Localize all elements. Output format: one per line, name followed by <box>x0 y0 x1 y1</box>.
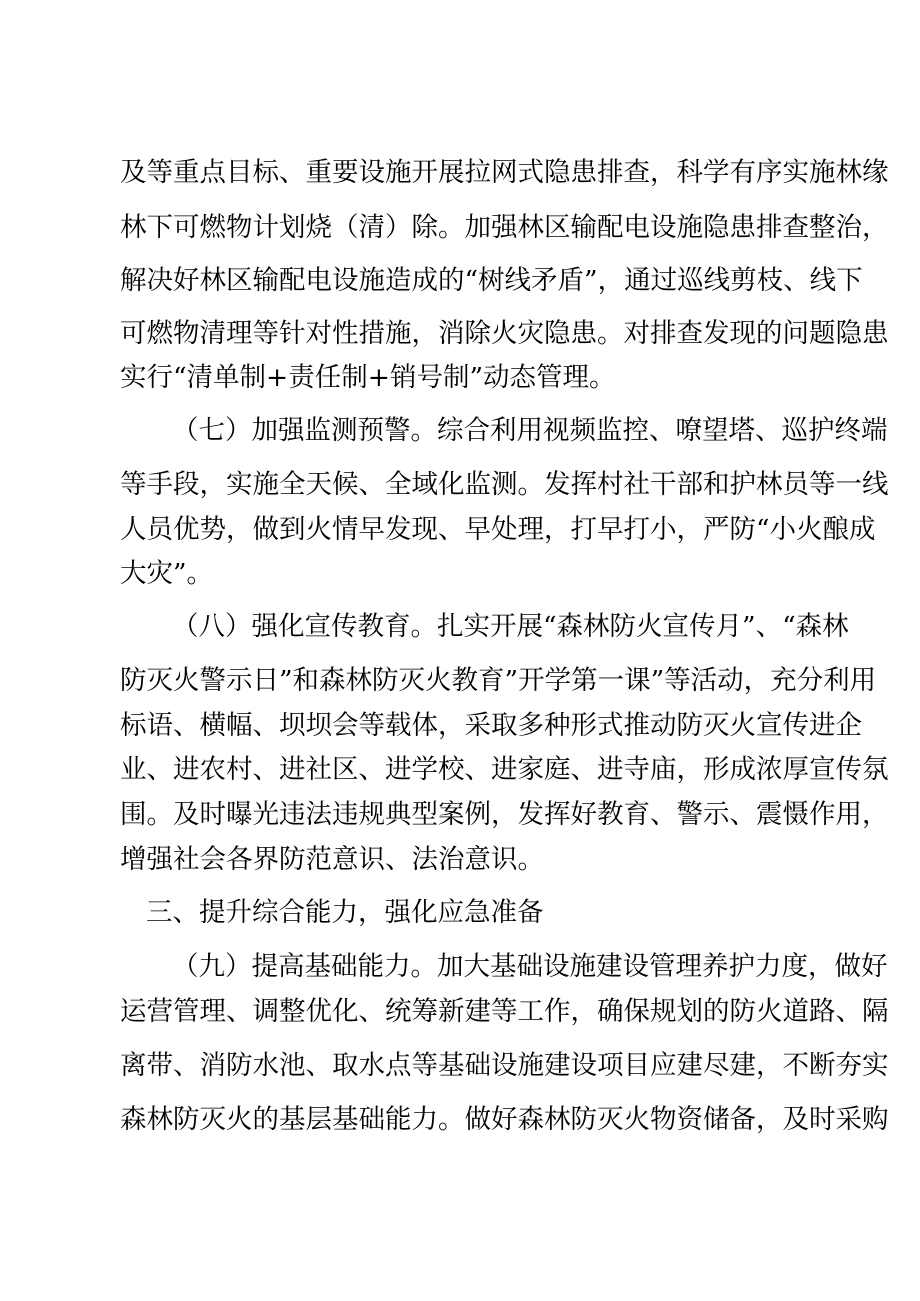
section-heading: 三、提升综合能力，强化应急准备 <box>146 897 544 928</box>
text-line: 围。及时曝光违法违规典型案例，发挥好教育、警示、震慑作用， <box>120 799 889 830</box>
paragraph-8-start: （八）强化宣传教育。扎实开展“森林防火宣传月”、“森林 <box>172 611 849 642</box>
text-line: 离带、消防水池、取水点等基础设施建设项目应建尽建，不断夯实 <box>120 1050 889 1081</box>
text-line: 林下可燃物计划烧（清）除。加强林区输配电设施隐患排查整治， <box>120 212 889 243</box>
text-line: 人员优势，做到火情早发现、早处理，打早打小，严防“小火酿成 <box>120 514 876 545</box>
text-line: 增强社会各界防范意识、法治意识。 <box>120 844 544 875</box>
text-line: 运营管理、调整优化、统筹新建等工作，确保规划的防火道路、隔 <box>120 996 889 1027</box>
text-line: 标语、横幅、坝坝会等载体，采取多种形式推动防灭火宣传进企 <box>120 710 862 741</box>
text-line: 大灾”。 <box>120 558 214 589</box>
paragraph-9-start: （九）提高基础能力。加大基础设施建设管理养护力度，做好 <box>172 951 888 982</box>
text-line: 业、进农村、进社区、进学校、进家庭、进寺庙，形成浓厚宣传氛 <box>120 754 889 785</box>
paragraph-7-start: （七）加强监测预警。综合利用视频监控、嘹望塔、巡护终端 <box>172 415 888 446</box>
text-line: 防灭火警示日”和森林防灭火教育”开学第一课”等活动，充分利用 <box>120 665 877 696</box>
text-line: 及等重点目标、重要设施开展拉网式隐患排查，科学有序实施林缘 <box>120 157 889 188</box>
text-line: 解决好林区输配电设施造成的“树线矛盾”，通过巡线剪枝、线下 <box>120 265 863 296</box>
text-line: 等手段，实施全天候、全域化监测。发挥村社干部和护林员等一线 <box>120 469 889 500</box>
text-line: 可燃物清理等针对性措施，消除火灾隐患。对排查发现的问题隐患 <box>120 318 889 349</box>
text-line: 实行“清单制+责任制+销号制”动态管理。 <box>120 362 616 393</box>
text-line: 森林防灭火的基层基础能力。做好森林防灭火物资储备，及时采购 <box>120 1104 889 1135</box>
